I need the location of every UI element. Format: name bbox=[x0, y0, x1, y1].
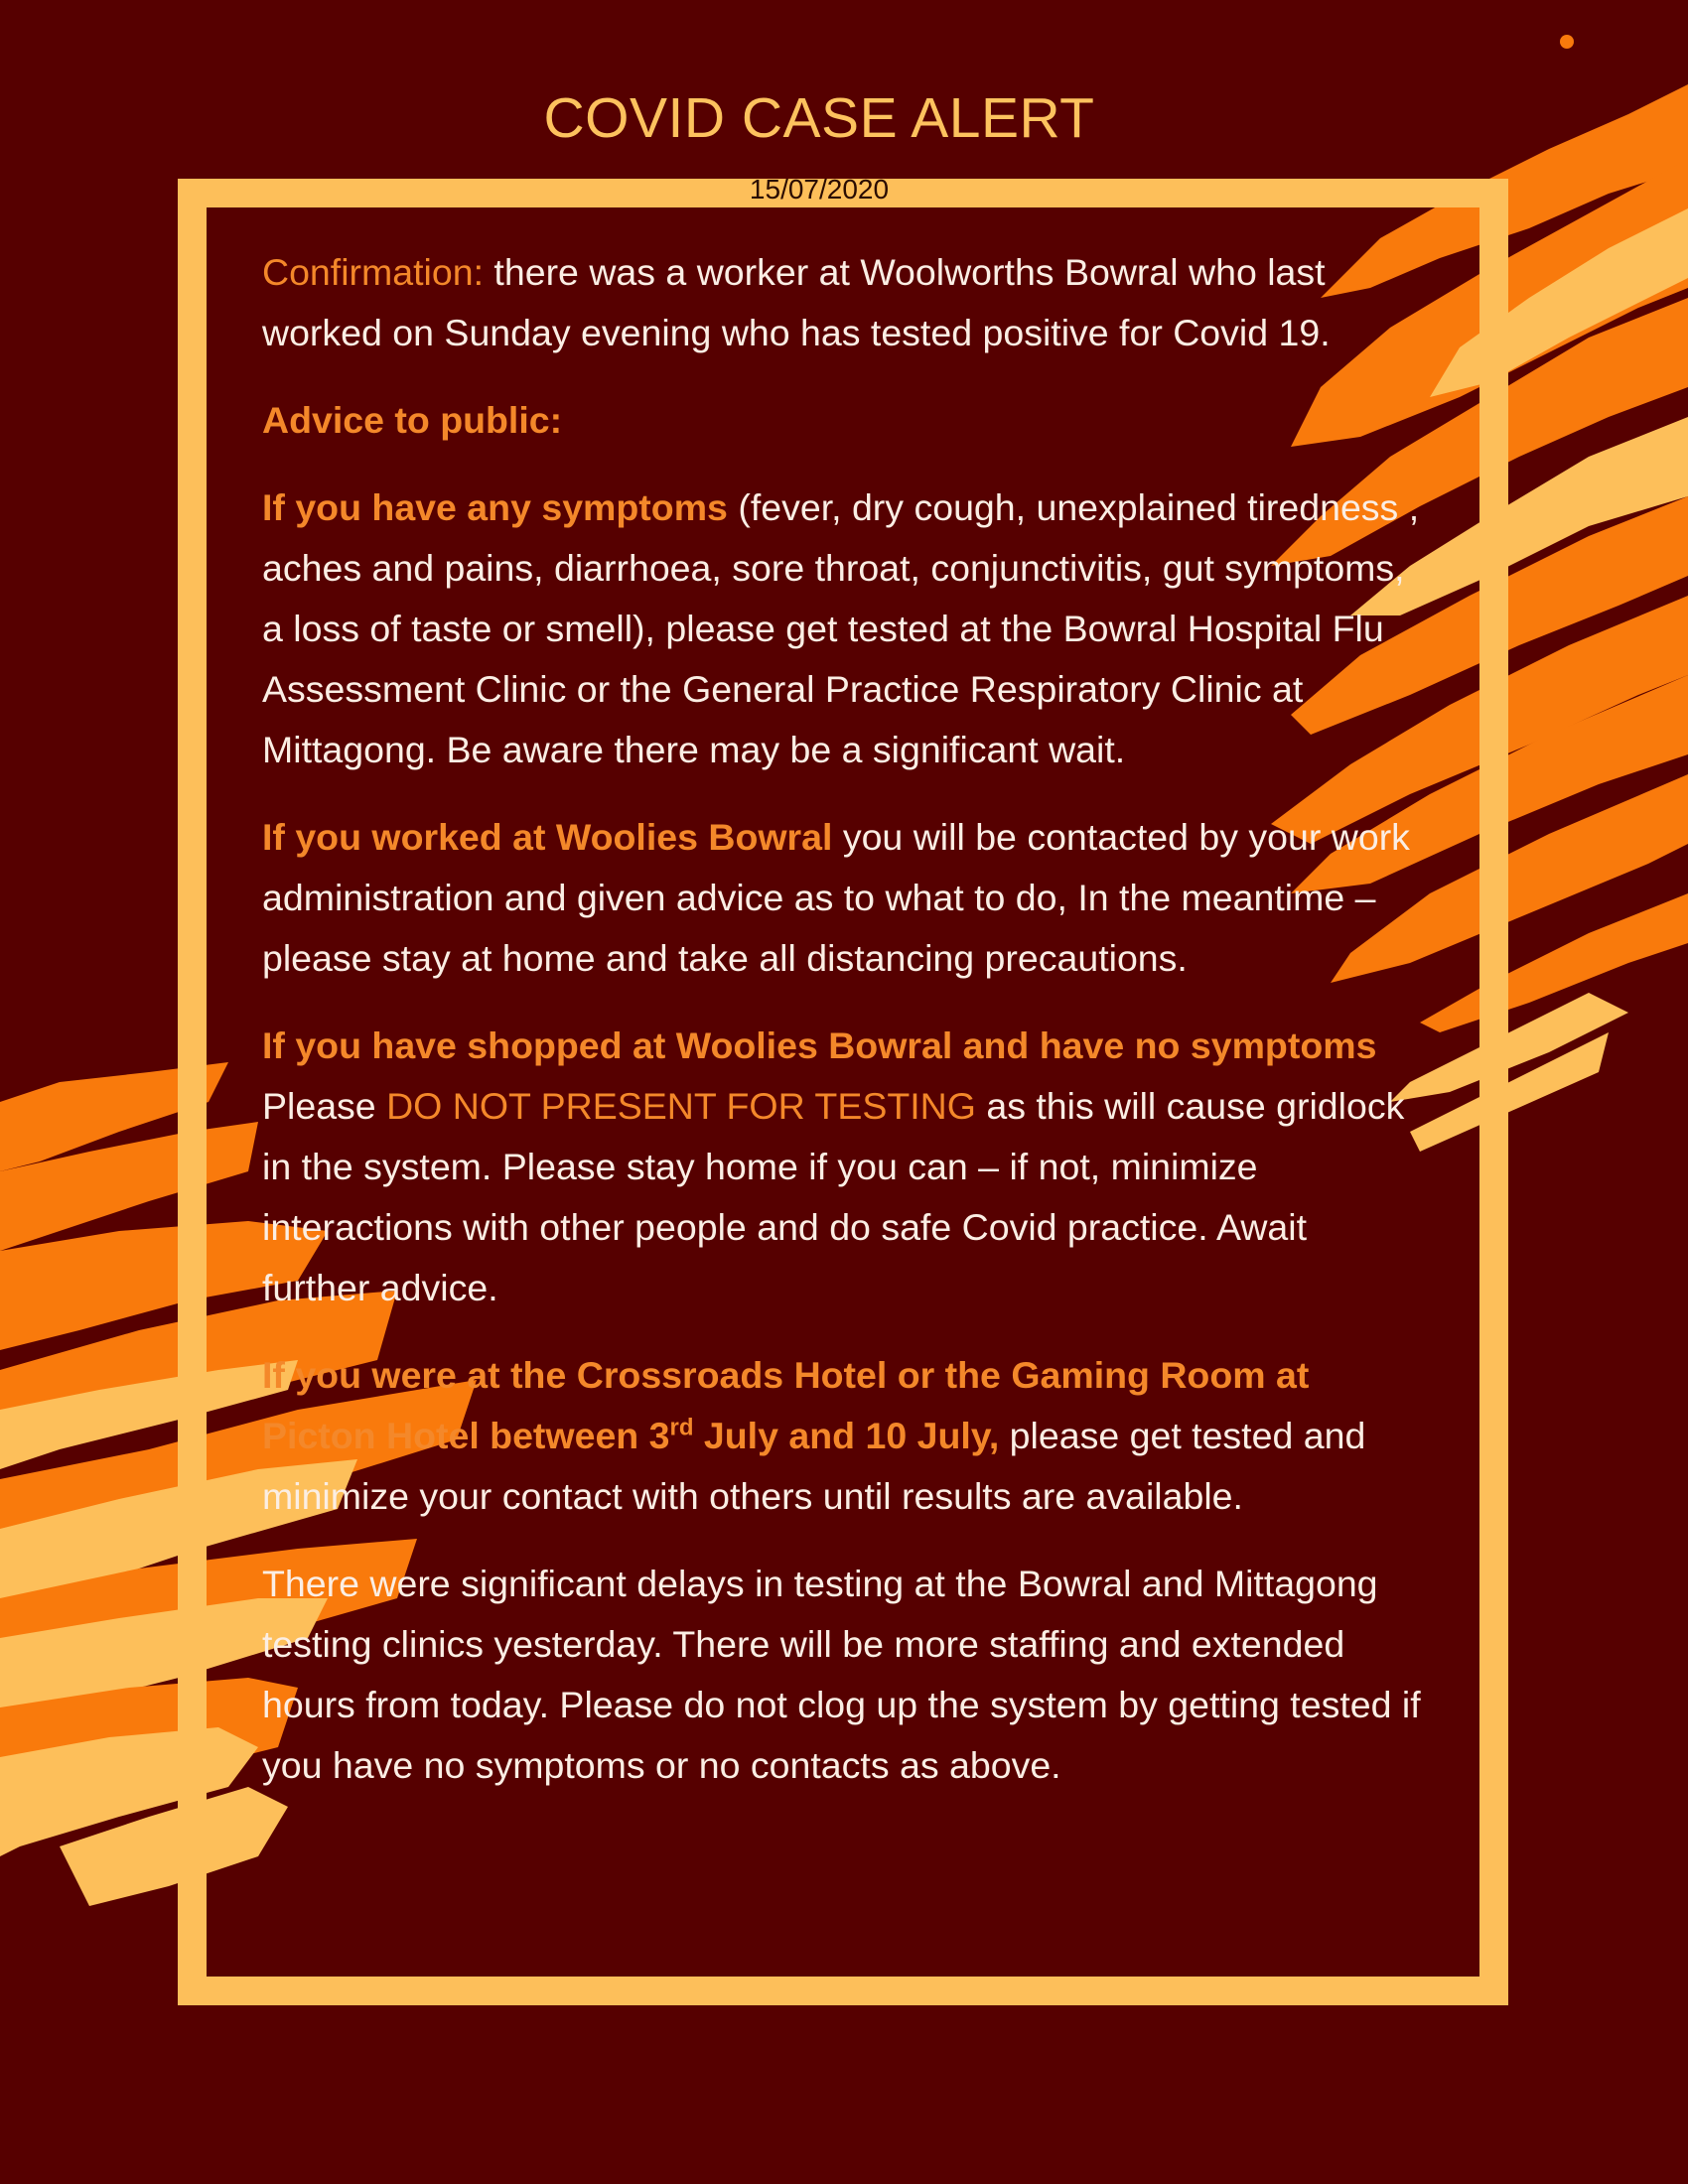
confirmation-label: Confirmation: bbox=[262, 251, 485, 293]
confirmation-paragraph bbox=[262, 242, 1424, 363]
crossroads-label-end: July and 10 July, bbox=[693, 1415, 1000, 1456]
delays-paragraph bbox=[262, 1554, 1424, 1796]
symptoms-label: If you have any symptoms bbox=[262, 486, 728, 528]
delays-text: There were significant delays in testing at the Bowral and Mittagong testing clinics yesterday. There will be more staffing and extended hours from today. Please do not clog up the system by getting tested if you have no symptoms or no contacts as above. bbox=[262, 1563, 1421, 1786]
shopped-text-before: Please bbox=[262, 1085, 387, 1127]
symptoms-paragraph bbox=[262, 478, 1424, 780]
page-title: COVID CASE ALERT bbox=[543, 86, 1095, 150]
crossroads-label-start: If you were at the Crossroads Hotel or the Gaming Room at Picton Hotel between 3 bbox=[262, 1354, 1310, 1456]
symptoms-text: (fever, dry cough, unexplained tiredness , aches and pains, diarrhoea, sore throat, conjunctivitis, gut symptoms, a loss of taste or smell), please get tested at the Bowral Hospital Flu Assessment Clinic or the General Practice Respiratory Clinic at Mittagong. Be aware there may be a significant wait. bbox=[262, 486, 1420, 770]
advice-heading-text: Advice to public: bbox=[262, 399, 563, 441]
crossroads-text: please get tested and minimize your contact with others until results are available. bbox=[262, 1415, 1366, 1517]
advice-heading bbox=[262, 390, 1424, 451]
worked-label: If you worked at Woolies Bowral bbox=[262, 816, 833, 858]
alert-date: 15/07/2020 bbox=[749, 174, 890, 205]
shopped-label: If you have shopped at Woolies Bowral and have no symptoms bbox=[262, 1024, 1377, 1066]
alert-body bbox=[262, 242, 1424, 1823]
shopped-emphasis: DO NOT PRESENT FOR TESTING bbox=[386, 1085, 976, 1127]
crossroads-superscript: rd bbox=[669, 1414, 694, 1441]
worked-paragraph bbox=[262, 807, 1424, 989]
shopped-paragraph bbox=[262, 1016, 1424, 1318]
shopped-text-after: as this will cause gridlock in the system. Please stay home if you can – if not, minimize interactions with other people and do safe Covid practice. Await further advice. bbox=[262, 1085, 1405, 1308]
confirmation-text: there was a worker at Woolworths Bowral who last worked on Sunday evening who has tested positive for Covid 19. bbox=[262, 251, 1331, 353]
crossroads-paragraph bbox=[262, 1345, 1424, 1527]
worked-text: you will be contacted by your work administration and given advice as to what to do, In the meantime – please stay at home and take all distancing precautions. bbox=[262, 816, 1410, 979]
